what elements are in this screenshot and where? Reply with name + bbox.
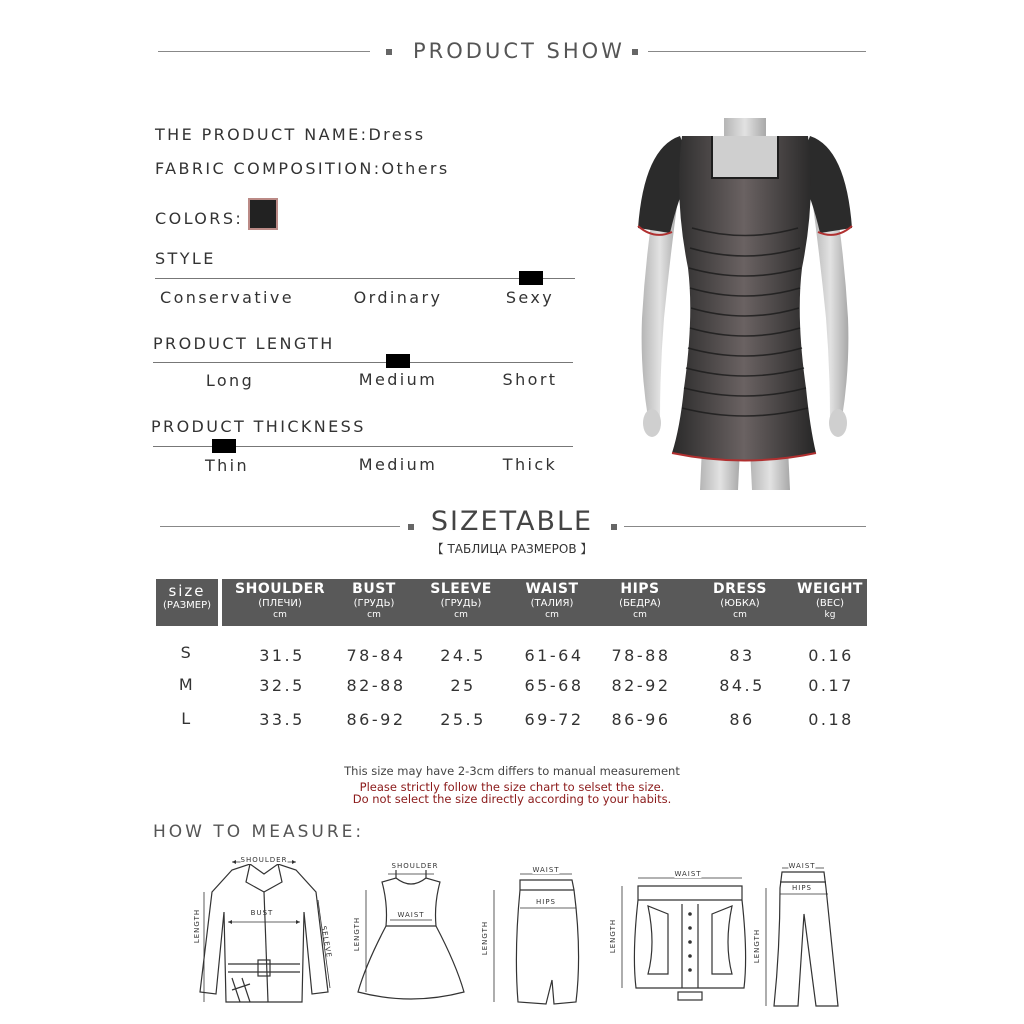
pants-length-label: LENGTH — [753, 928, 762, 964]
fabric-row — [155, 159, 450, 178]
jacket-bust-label: BUST — [250, 909, 274, 917]
dress-waist-label: WAIST — [397, 911, 425, 919]
table-cell: 83 — [729, 646, 755, 665]
table-cell: 69-72 — [524, 710, 584, 729]
table-cell: 0.17 — [808, 676, 854, 695]
jacket-measure-diagram — [188, 852, 340, 1010]
header-rule-left — [158, 51, 370, 52]
dress-drawing — [352, 860, 470, 1010]
table-cell: 61-64 — [524, 646, 584, 665]
table-cell: 31.5 — [259, 646, 305, 665]
shorts-measure-diagram — [608, 864, 758, 1010]
style-label: STYLE — [155, 249, 216, 268]
sizetable-bullet-left — [408, 524, 414, 530]
header-bullet-right — [632, 49, 638, 55]
pants-measure-diagram — [752, 858, 842, 1010]
table-cell: 86-92 — [346, 710, 406, 729]
jacket-sleeve-label: SELEVE — [319, 925, 333, 959]
table-cell: 33.5 — [259, 710, 305, 729]
table-cell: 82-88 — [346, 676, 406, 695]
table-cell: L — [181, 709, 193, 728]
table-cell: 78-84 — [346, 646, 406, 665]
style-option-ordinary: Ordinary — [353, 288, 443, 307]
style-scale — [155, 278, 575, 279]
fabric-value: Others — [381, 159, 450, 178]
pants-waist-label: WAIST — [788, 862, 816, 870]
thickness-option-thick: Thick — [502, 455, 558, 474]
shorts-waist-label: WAIST — [674, 870, 702, 878]
skirt-length-label: LENGTH — [481, 920, 490, 956]
thickness-marker — [212, 439, 236, 453]
table-cell: 78-88 — [611, 646, 671, 665]
product-photo — [620, 118, 870, 490]
length-scale — [153, 362, 573, 363]
col-header-weight: WEIGHT (ВЕС) kg — [797, 581, 863, 620]
sizetable-rule-right — [624, 526, 866, 527]
table-cell: 24.5 — [440, 646, 486, 665]
dress-length-label: LENGTH — [353, 916, 362, 952]
style-marker — [519, 271, 543, 285]
shorts-length-label: LENGTH — [609, 918, 618, 954]
table-cell: M — [178, 675, 196, 694]
header-bullet-left — [386, 49, 392, 55]
style-option-conservative: Conservative — [160, 288, 294, 307]
length-label: PRODUCT LENGTH — [153, 334, 335, 353]
color-swatch-black[interactable] — [248, 198, 278, 230]
dress-shoulder-label: SHOULDER — [391, 862, 439, 870]
table-cell: S — [180, 643, 194, 662]
shorts-drawing — [608, 864, 758, 1010]
length-option-short: Short — [502, 370, 558, 389]
jacket-drawing — [188, 852, 340, 1010]
col-header-dress: DRESS (ЮБКА) cm — [712, 581, 768, 620]
sizetable-bullet-right — [611, 524, 617, 530]
jacket-shoulder-label: SHOULDER — [240, 856, 288, 864]
table-cell: 86-96 — [611, 710, 671, 729]
col-header-waist: WAIST (ТАЛИЯ) cm — [525, 581, 579, 620]
style-option-sexy: Sexy — [505, 288, 555, 307]
col-header-size: size (РАЗМЕР) — [162, 582, 212, 611]
measurement-note: This size may have 2-3cm differs to manual measurement — [344, 764, 680, 778]
product-name-row — [155, 125, 426, 144]
product-name-value: Dress — [368, 125, 426, 144]
skirt-measure-diagram — [480, 862, 590, 1010]
table-cell: 86 — [729, 710, 755, 729]
col-header-hips: HIPS (БЕДРА) cm — [619, 581, 661, 620]
table-cell: 25 — [450, 676, 476, 695]
table-cell: 25.5 — [440, 710, 486, 729]
sizetable-rule-left — [160, 526, 400, 527]
size-chart-warning: Please strictly follow the size chart to selset the size. — [359, 780, 665, 794]
col-header-sleeve: SLEEVE (ГРУДЬ) cm — [430, 581, 492, 620]
pants-hips-label: HIPS — [792, 884, 812, 892]
habit-warning: Do not select the size directly according to your habits. — [352, 792, 672, 806]
col-header-bust: BUST (ГРУДЬ) cm — [352, 581, 396, 620]
table-cell: 82-92 — [611, 676, 671, 695]
length-marker — [386, 354, 410, 368]
table-cell: 0.16 — [808, 646, 854, 665]
sizetable-title: SIZETABLE — [430, 506, 594, 537]
dress-measure-diagram — [352, 860, 470, 1010]
table-cell: 32.5 — [259, 676, 305, 695]
skirt-hips-label: HIPS — [536, 898, 556, 906]
product-show-title: PRODUCT SHOW — [413, 39, 625, 63]
length-option-long: Long — [205, 371, 255, 390]
skirt-waist-label: WAIST — [532, 866, 560, 874]
mannequin-dress-image — [620, 118, 870, 490]
thickness-option-medium: Medium — [358, 455, 438, 474]
jacket-length-label: LENGTH — [193, 908, 202, 944]
thickness-label: PRODUCT THICKNESS — [151, 417, 366, 436]
header-rule-right — [648, 51, 866, 52]
fabric-label: FABRIC COMPOSITION: — [155, 159, 382, 178]
thickness-option-thin: Thin — [204, 456, 250, 475]
colors-label: COLORS: — [155, 209, 244, 228]
product-name-label: THE PRODUCT NAME: — [155, 125, 369, 144]
table-cell: 0.18 — [808, 710, 854, 729]
sizetable-subtitle: 【 ТАБЛИЦА РАЗМЕРОВ 】 — [431, 542, 593, 556]
how-to-measure-title: HOW TO MEASURE: — [153, 822, 365, 842]
table-cell: 65-68 — [524, 676, 584, 695]
length-option-medium: Medium — [358, 370, 438, 389]
skirt-drawing — [480, 862, 590, 1010]
table-cell: 84.5 — [719, 676, 765, 695]
pants-drawing — [752, 858, 842, 1010]
col-header-shoulder: SHOULDER (ПЛЕЧИ) cm — [235, 581, 325, 620]
